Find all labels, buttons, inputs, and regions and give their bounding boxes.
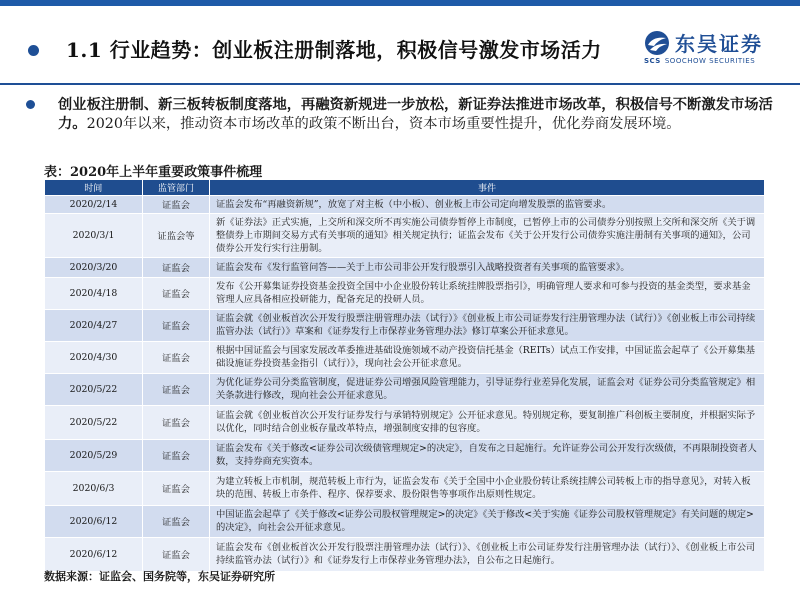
table-row	[45, 341, 765, 373]
row-date: 2020/4/30	[45, 341, 143, 373]
table-row	[45, 537, 765, 571]
row-dept: 证监会	[143, 257, 210, 277]
row-date: 2020/6/12	[45, 505, 143, 537]
logo-english: SOOCHOW SECURITIES	[664, 57, 756, 65]
table-row	[45, 309, 765, 341]
row-event: 发布《公开募集证券投资基金投资全国中小企业股份转让系统挂牌股票指引》，明确管理人要求和可参与投资的基金类型，要求基金管理人应具备相应投研能力，配备充足的投研人员。	[210, 277, 765, 309]
row-dept: 证监会	[143, 505, 210, 537]
row-event: 证监会发布《关于修改<证券公司次级债管理规定>的决定》，自发布之日起施行。允许证券公司公开发行次级债，不再限制投资者人数，支持券商充实资本。	[210, 439, 765, 471]
row-event: 证监会就《创业板首次公开发行证券发行与承销特别规定》公开征求意见。特别规定称，要复制推广科创板主要制度，并根据实际予以优化，同时结合创业板存量改革特点，增强制度安排的包容度。	[210, 405, 765, 439]
logo-subtitle	[644, 57, 755, 65]
row-event: 证监会发布“再融资新规”，放宽了对主板（中小板）、创业板上市公司定向增发股票的监管要求。	[210, 195, 765, 213]
row-dept: 证监会	[143, 309, 210, 341]
row-dept: 证监会等	[143, 213, 210, 257]
table-row	[45, 405, 765, 439]
table-caption: 表：2020年上半年重要政策事件梳理	[44, 165, 263, 180]
top-accent-bar	[0, 0, 800, 6]
column-header-date: 时间	[45, 180, 143, 195]
row-date: 2020/5/22	[45, 373, 143, 405]
intro-normal-text: 2020年以来，推动资本市场改革的政策不断出台，资本市场重要性提升，优化券商发展环境。	[86, 116, 681, 132]
row-date: 2020/5/22	[45, 405, 143, 439]
row-event: 为建立转板上市机制，规范转板上市行为，证监会发布《关于全国中小企业股份转让系统挂牌公司转板上市的指导意见》，对转入板块的范围、转板上市条件、程序、保荐要求、股份限售等事项作出原则性规定。	[210, 471, 765, 505]
row-dept: 证监会	[143, 341, 210, 373]
intro-bullet-icon	[26, 100, 35, 109]
table-row	[45, 257, 765, 277]
row-date: 2020/6/12	[45, 537, 143, 571]
table-row	[45, 277, 765, 309]
logo-abbr: SCS	[644, 57, 661, 65]
intro-paragraph	[58, 96, 780, 134]
row-dept: 证监会	[143, 471, 210, 505]
table-row	[45, 471, 765, 505]
table-row	[45, 439, 765, 471]
policy-events-table	[44, 180, 765, 572]
table-header-row	[45, 180, 765, 195]
table-row	[45, 373, 765, 405]
table-row	[45, 213, 765, 257]
row-dept: 证监会	[143, 373, 210, 405]
brand-logo	[642, 28, 792, 68]
row-date: 2020/4/18	[45, 277, 143, 309]
row-date: 2020/5/29	[45, 439, 143, 471]
page-title: 1.1 行业趋势：创业板注册制落地，积极信号激发市场活力	[66, 38, 602, 62]
row-event: 证监会就《创业板首次公开发行股票注册管理办法（试行）》《创业板上市公司证券发行注册管理办法（试行）》《创业板上市公司持续监管办法（试行）》草案和《证券发行上市保荐业务管理办法》修订草案公开征求意见。	[210, 309, 765, 341]
row-event: 证监会发布《创业板首次公开发行股票注册管理办法（试行）》、《创业板上市公司证券发行注册管理办法（试行）》、《创业板上市公司持续监管办法（试行）》和《证券发行上市保荐业务管理办法》，自公布之日起施行。	[210, 537, 765, 571]
data-source-note: 数据来源：证监会、国务院等，东吴证券研究所	[44, 570, 275, 583]
row-date: 2020/3/1	[45, 213, 143, 257]
row-event: 证监会发布《发行监管问答——关于上市公司非公开发行股票引入战略投资者有关事项的监管要求》。	[210, 257, 765, 277]
row-date: 2020/3/20	[45, 257, 143, 277]
row-event: 根据中国证监会与国家发展改革委推进基础设施领域不动产投资信托基金（REITs）试点工作安排，中国证监会起草了《公开募集基础设施证券投资基金指引（试行）》，现向社会公开征求意见。	[210, 341, 765, 373]
row-date: 2020/6/3	[45, 471, 143, 505]
row-event: 新《证券法》正式实施，上交所和深交所不再实施公司债券暂停上市制度，已暂停上市的公司债券分别按照上交所和深交所《关于调整债券上市期间交易方式有关事项的通知》相关规定执行；证监会发布《关于公开发行公司债券实施注册制有关事项的通知》，公司债券公开发行实行注册制。	[210, 213, 765, 257]
title-bullet-icon	[28, 45, 39, 56]
row-event: 为优化证券公司分类监管制度，促进证券公司增强风险管理能力，引导证券行业差异化发展，证监会对《证券公司分类监管规定》相关条款进行修改，现向社会公开征求意见。	[210, 373, 765, 405]
row-dept: 证监会	[143, 537, 210, 571]
table-row	[45, 505, 765, 537]
logo-name: 东吴证券	[675, 32, 763, 56]
row-dept: 证监会	[143, 195, 210, 213]
row-dept: 证监会	[143, 277, 210, 309]
column-header-event: 事件	[210, 180, 765, 195]
column-header-dept: 监管部门	[143, 180, 210, 195]
row-date: 2020/2/14	[45, 195, 143, 213]
logo-mark-icon	[644, 30, 670, 56]
row-event: 中国证监会起草了《关于修改<证券公司股权管理规定>的决定》《关于修改<关于实施《证券公司股权管理规定》有关问题的规定>的决定》，向社会公开征求意见。	[210, 505, 765, 537]
row-dept: 证监会	[143, 439, 210, 471]
table-row	[45, 195, 765, 213]
header-divider	[0, 83, 800, 85]
row-date: 2020/4/27	[45, 309, 143, 341]
intro-bold-text: 创业板注册制、新三板转板制度落地，再融资新规进一步放松，新证券法推进市场改革，积极信号不断激发市场活力。	[58, 97, 773, 132]
row-dept: 证监会	[143, 405, 210, 439]
